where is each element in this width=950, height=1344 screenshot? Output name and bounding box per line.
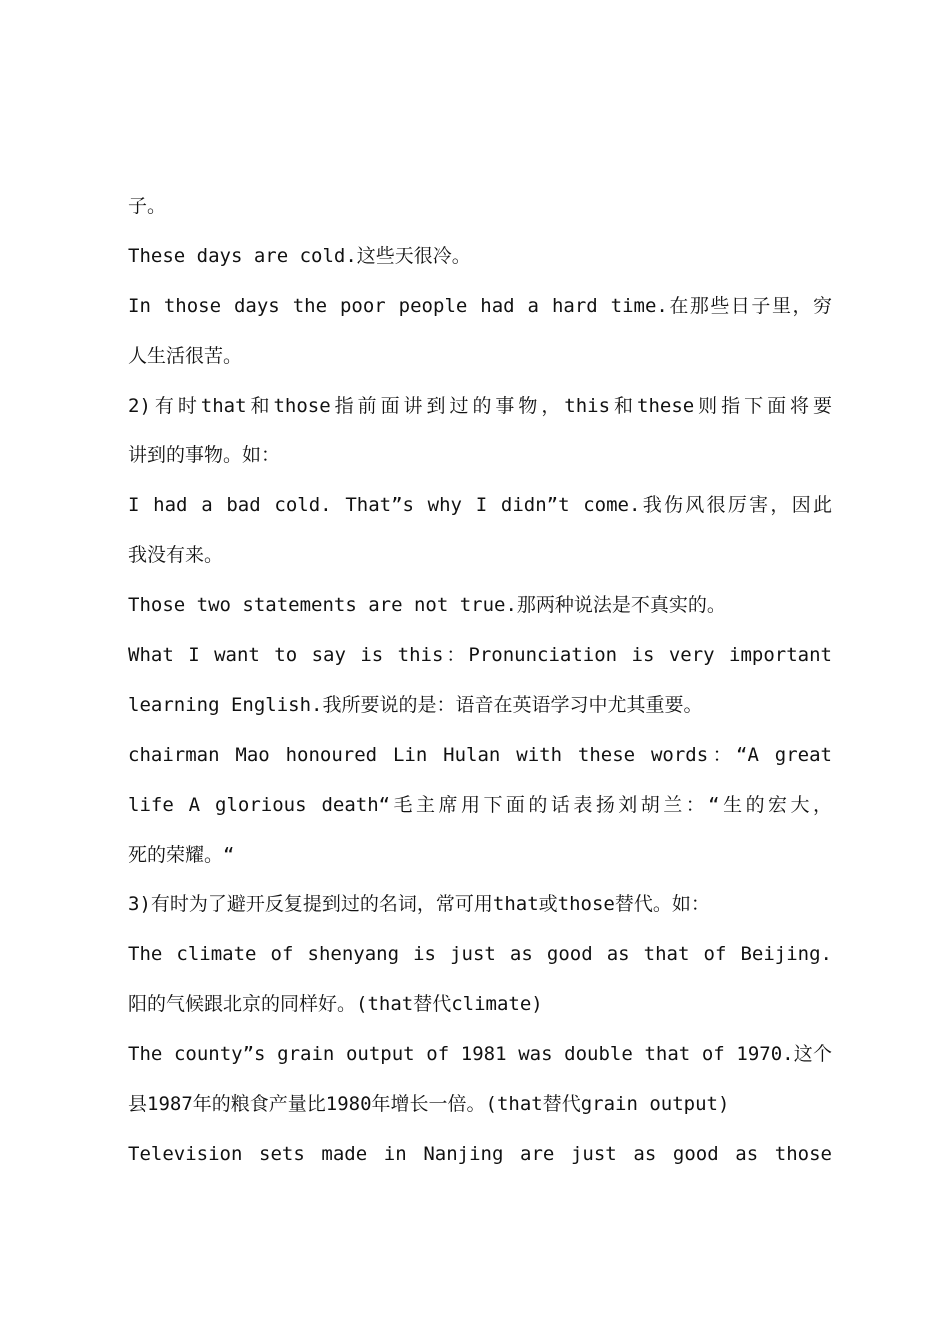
text-line: 死的荣耀。“ bbox=[128, 843, 235, 866]
text-line: 人生活很苦。 bbox=[128, 344, 243, 367]
body-text bbox=[128, 182, 832, 1180]
text-line: 子。 bbox=[128, 195, 167, 217]
text-line: Television sets made in Nanjing are just as good as those bbox=[128, 1142, 832, 1165]
text-line: What I want to say is this：Pronunciation is very important bbox=[128, 644, 832, 667]
text-line: learning English.我所要说的是：语音在英语学习中尤其重要。 bbox=[128, 693, 703, 716]
text-line: The county”s grain output of 1981 was double that of 1970.这个 bbox=[128, 1043, 832, 1066]
text-line: 3)有时为了避开反复提到过的名词，常可用that或those替代。如： bbox=[128, 893, 710, 916]
text-line: 2)有时that和those指前面讲到过的事物，this和these则指下面将要 bbox=[128, 394, 832, 417]
text-line: 讲到的事物。如： bbox=[128, 444, 281, 467]
text-line: In those days the poor people had a hard time.在那些日子里，穷 bbox=[128, 294, 832, 317]
text-line: life A glorious death“毛主席用下面的话表扬刘胡兰：“生的宏大， bbox=[128, 793, 832, 816]
text-line: 县1987年的粮食产量比1980年增长一倍。(that替代grain output) bbox=[128, 1093, 730, 1116]
text-line: 我没有来。 bbox=[128, 544, 224, 567]
text-line: chairman Mao honoured Lin Hulan with these words：“A great bbox=[128, 743, 832, 766]
text-line: Those two statements are not true.那两种说法是不真实的。 bbox=[128, 594, 726, 617]
text-line: The climate of shenyang is just as good as that of Beijing. bbox=[128, 943, 832, 966]
text-line: These days are cold.这些天很冷。 bbox=[128, 244, 471, 267]
text-line: 阳的气候跟北京的同样好。(that替代climate) bbox=[128, 993, 543, 1016]
text-line: I had a bad cold. That”s why I didn”t come.我伤风很厉害，因此 bbox=[128, 494, 832, 517]
